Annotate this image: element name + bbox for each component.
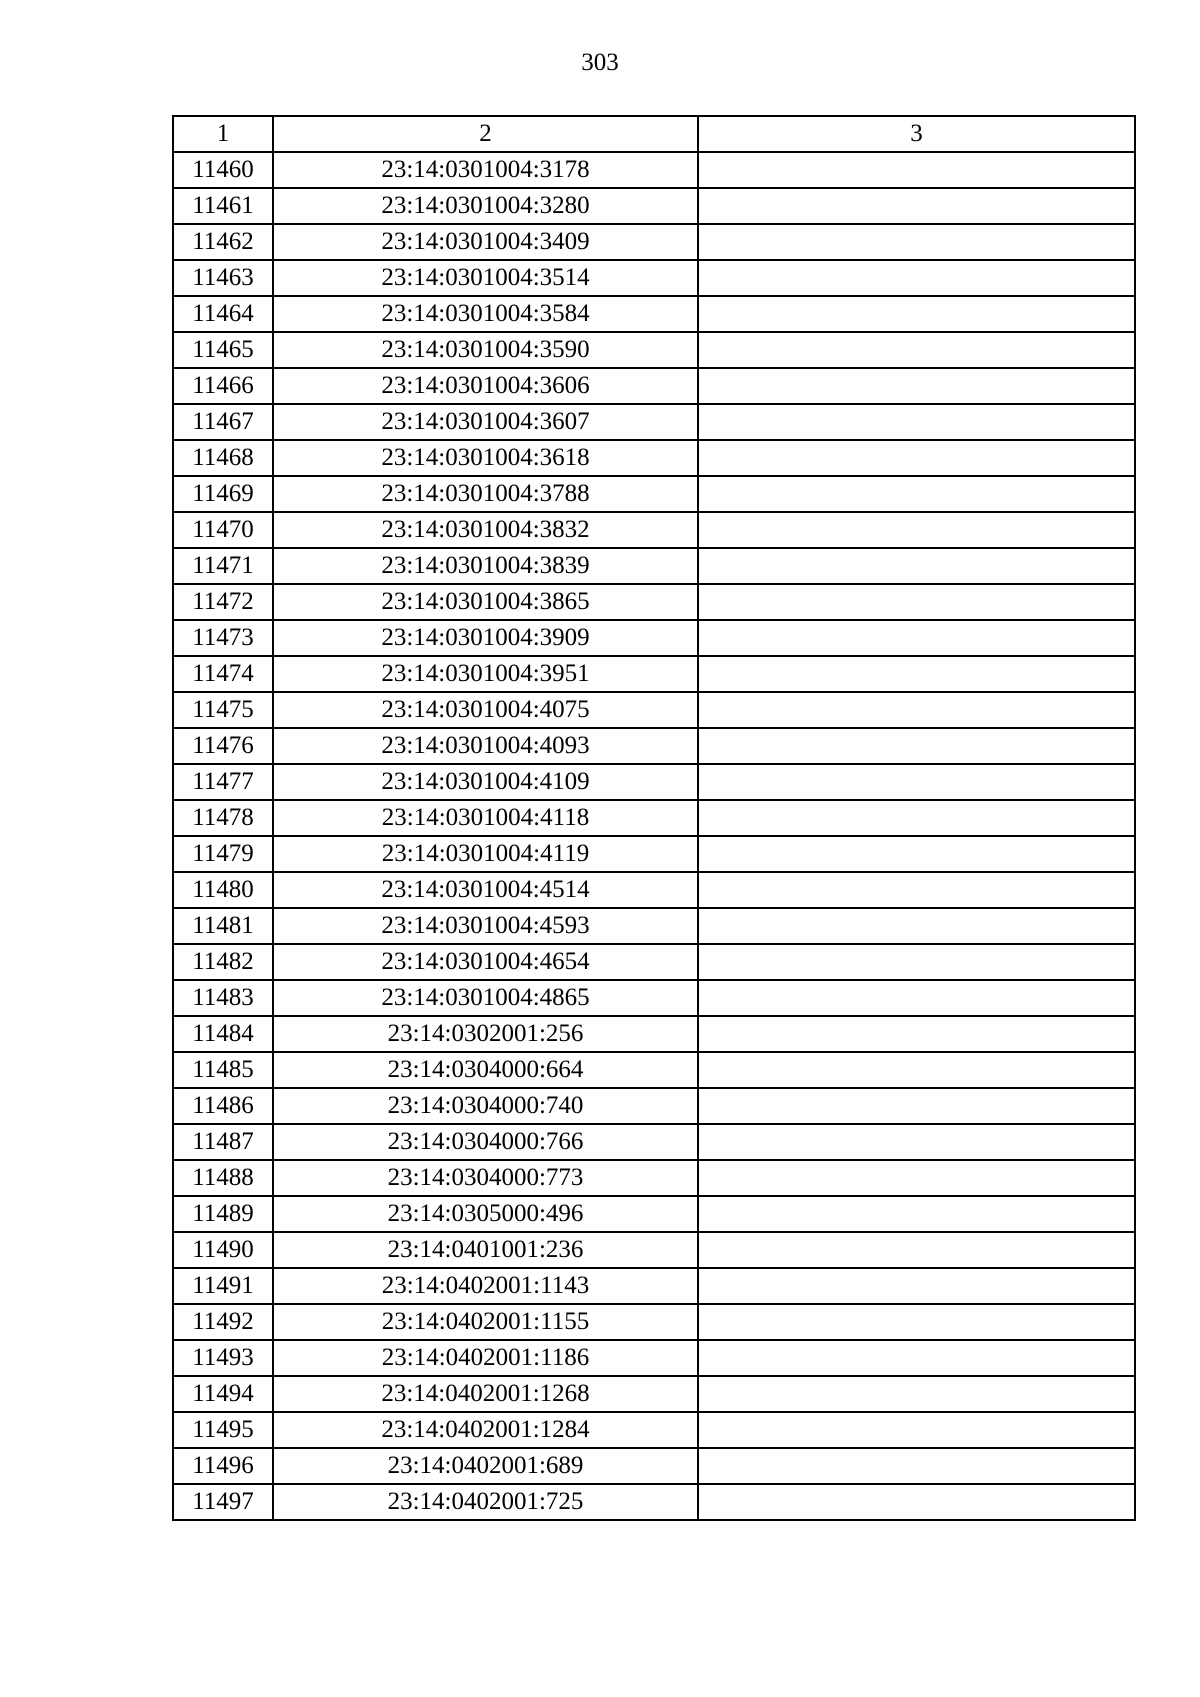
cadastral-number-cell: 23:14:0402001:1143 (273, 1268, 698, 1304)
table-header-row (173, 116, 1135, 152)
note-cell (698, 656, 1135, 692)
note-cell (698, 908, 1135, 944)
table-row (173, 224, 1135, 260)
table-row (173, 1124, 1135, 1160)
note-cell (698, 692, 1135, 728)
table-row (173, 1412, 1135, 1448)
table-row (173, 1340, 1135, 1376)
table-row (173, 1088, 1135, 1124)
row-number-cell: 11490 (173, 1232, 273, 1268)
table-row (173, 1016, 1135, 1052)
note-cell (698, 1124, 1135, 1160)
cadastral-number-cell: 23:14:0301004:4593 (273, 908, 698, 944)
note-cell (698, 728, 1135, 764)
table-row (173, 944, 1135, 980)
row-number-cell: 11469 (173, 476, 273, 512)
note-cell (698, 1160, 1135, 1196)
row-number-cell: 11489 (173, 1196, 273, 1232)
cadastral-number-cell: 23:14:0304000:766 (273, 1124, 698, 1160)
table-row (173, 1304, 1135, 1340)
cadastral-number-cell: 23:14:0301004:4654 (273, 944, 698, 980)
note-cell (698, 1448, 1135, 1484)
table-row (173, 1448, 1135, 1484)
note-cell (698, 836, 1135, 872)
table-row (173, 332, 1135, 368)
table-row (173, 584, 1135, 620)
table-row (173, 980, 1135, 1016)
note-cell (698, 764, 1135, 800)
table-body (173, 116, 1135, 1520)
table-row (173, 440, 1135, 476)
cadastral-number-cell: 23:14:0301004:4119 (273, 836, 698, 872)
row-number-cell: 11494 (173, 1376, 273, 1412)
cadastral-number-cell: 23:14:0301004:4865 (273, 980, 698, 1016)
note-cell (698, 980, 1135, 1016)
table-row (173, 836, 1135, 872)
row-number-cell: 11488 (173, 1160, 273, 1196)
note-cell (698, 1196, 1135, 1232)
row-number-cell: 11496 (173, 1448, 273, 1484)
cadastral-number-cell: 23:14:0402001:1284 (273, 1412, 698, 1448)
note-cell (698, 1268, 1135, 1304)
row-number-cell: 11481 (173, 908, 273, 944)
note-cell (698, 1016, 1135, 1052)
row-number-cell: 11463 (173, 260, 273, 296)
cadastral-number-cell: 23:14:0301004:3788 (273, 476, 698, 512)
row-number-cell: 11475 (173, 692, 273, 728)
table-row (173, 1268, 1135, 1304)
table-row (173, 1232, 1135, 1268)
row-number-cell: 11493 (173, 1340, 273, 1376)
row-number-cell: 11467 (173, 404, 273, 440)
note-cell (698, 368, 1135, 404)
cadastral-number-cell: 23:14:0305000:496 (273, 1196, 698, 1232)
cadastral-number-cell: 23:14:0301004:3514 (273, 260, 698, 296)
table-row (173, 1160, 1135, 1196)
table-row (173, 764, 1135, 800)
cadastral-number-cell: 23:14:0402001:1268 (273, 1376, 698, 1412)
row-number-cell: 11476 (173, 728, 273, 764)
cadastral-number-cell: 23:14:0301004:3607 (273, 404, 698, 440)
cadastral-number-cell: 23:14:0301004:3839 (273, 548, 698, 584)
cadastral-number-cell: 23:14:0301004:4109 (273, 764, 698, 800)
row-number-cell: 11464 (173, 296, 273, 332)
table-row (173, 548, 1135, 584)
note-cell (698, 1088, 1135, 1124)
table-row (173, 1376, 1135, 1412)
cadastral-number-cell: 23:14:0402001:689 (273, 1448, 698, 1484)
row-number-cell: 11484 (173, 1016, 273, 1052)
table-row (173, 800, 1135, 836)
row-number-cell: 11483 (173, 980, 273, 1016)
cadastral-number-cell: 23:14:0402001:1186 (273, 1340, 698, 1376)
note-cell (698, 152, 1135, 188)
note-cell (698, 1304, 1135, 1340)
row-number-cell: 11472 (173, 584, 273, 620)
note-cell (698, 584, 1135, 620)
cadastral-number-cell: 23:14:0301004:4118 (273, 800, 698, 836)
row-number-cell: 11479 (173, 836, 273, 872)
cadastral-number-cell: 23:14:0301004:3865 (273, 584, 698, 620)
note-cell (698, 944, 1135, 980)
row-number-cell: 11491 (173, 1268, 273, 1304)
note-cell (698, 548, 1135, 584)
row-number-cell: 11485 (173, 1052, 273, 1088)
cadastral-number-cell: 23:14:0301004:3584 (273, 296, 698, 332)
row-number-cell: 11460 (173, 152, 273, 188)
cadastral-number-cell: 23:14:0304000:773 (273, 1160, 698, 1196)
row-number-cell: 11478 (173, 800, 273, 836)
cadastral-number-cell: 23:14:0301004:3280 (273, 188, 698, 224)
row-number-cell: 11470 (173, 512, 273, 548)
table-row (173, 296, 1135, 332)
row-number-cell: 11487 (173, 1124, 273, 1160)
table-row (173, 872, 1135, 908)
row-number-cell: 11495 (173, 1412, 273, 1448)
note-cell (698, 872, 1135, 908)
cadastral-number-cell: 23:14:0301004:3606 (273, 368, 698, 404)
cadastral-number-cell: 23:14:0402001:725 (273, 1484, 698, 1520)
cadastral-number-cell: 23:14:0301004:3590 (273, 332, 698, 368)
header-cell-3: 3 (698, 116, 1135, 152)
row-number-cell: 11482 (173, 944, 273, 980)
table-row (173, 476, 1135, 512)
header-cell-1: 1 (173, 116, 273, 152)
table-row (173, 260, 1135, 296)
row-number-cell: 11477 (173, 764, 273, 800)
cadastral-number-cell: 23:14:0302001:256 (273, 1016, 698, 1052)
cadastral-number-cell: 23:14:0304000:740 (273, 1088, 698, 1124)
note-cell (698, 440, 1135, 476)
note-cell (698, 1484, 1135, 1520)
cadastral-number-cell: 23:14:0301004:4093 (273, 728, 698, 764)
table-row (173, 404, 1135, 440)
table-row (173, 188, 1135, 224)
table-row (173, 1484, 1135, 1520)
row-number-cell: 11466 (173, 368, 273, 404)
row-number-cell: 11471 (173, 548, 273, 584)
cadastral-number-cell: 23:14:0402001:1155 (273, 1304, 698, 1340)
note-cell (698, 1412, 1135, 1448)
row-number-cell: 11465 (173, 332, 273, 368)
note-cell (698, 476, 1135, 512)
cadastral-number-cell: 23:14:0401001:236 (273, 1232, 698, 1268)
row-number-cell: 11473 (173, 620, 273, 656)
note-cell (698, 332, 1135, 368)
table-row (173, 656, 1135, 692)
table-row (173, 692, 1135, 728)
row-number-cell: 11474 (173, 656, 273, 692)
note-cell (698, 1232, 1135, 1268)
table-row (173, 368, 1135, 404)
table-row (173, 1196, 1135, 1232)
row-number-cell: 11468 (173, 440, 273, 476)
note-cell (698, 1052, 1135, 1088)
note-cell (698, 800, 1135, 836)
note-cell (698, 260, 1135, 296)
row-number-cell: 11497 (173, 1484, 273, 1520)
note-cell (698, 1340, 1135, 1376)
header-cell-2: 2 (273, 116, 698, 152)
cadastral-number-cell: 23:14:0301004:3951 (273, 656, 698, 692)
table-row (173, 728, 1135, 764)
row-number-cell: 11486 (173, 1088, 273, 1124)
cadastral-number-cell: 23:14:0301004:4514 (273, 872, 698, 908)
cadastral-number-cell: 23:14:0301004:3832 (273, 512, 698, 548)
row-number-cell: 11492 (173, 1304, 273, 1340)
cadastral-number-cell: 23:14:0301004:3178 (273, 152, 698, 188)
cadastral-number-cell: 23:14:0304000:664 (273, 1052, 698, 1088)
table-row (173, 152, 1135, 188)
cadastral-number-cell: 23:14:0301004:4075 (273, 692, 698, 728)
cadastral-number-cell: 23:14:0301004:3409 (273, 224, 698, 260)
note-cell (698, 620, 1135, 656)
note-cell (698, 1376, 1135, 1412)
register-table (172, 115, 1136, 1521)
note-cell (698, 512, 1135, 548)
note-cell (698, 404, 1135, 440)
note-cell (698, 224, 1135, 260)
cadastral-number-cell: 23:14:0301004:3618 (273, 440, 698, 476)
page-number: 303 (581, 49, 619, 76)
table-row (173, 620, 1135, 656)
table-row (173, 512, 1135, 548)
note-cell (698, 188, 1135, 224)
table-row (173, 908, 1135, 944)
note-cell (698, 296, 1135, 332)
cadastral-number-cell: 23:14:0301004:3909 (273, 620, 698, 656)
row-number-cell: 11462 (173, 224, 273, 260)
row-number-cell: 11461 (173, 188, 273, 224)
table-row (173, 1052, 1135, 1088)
row-number-cell: 11480 (173, 872, 273, 908)
